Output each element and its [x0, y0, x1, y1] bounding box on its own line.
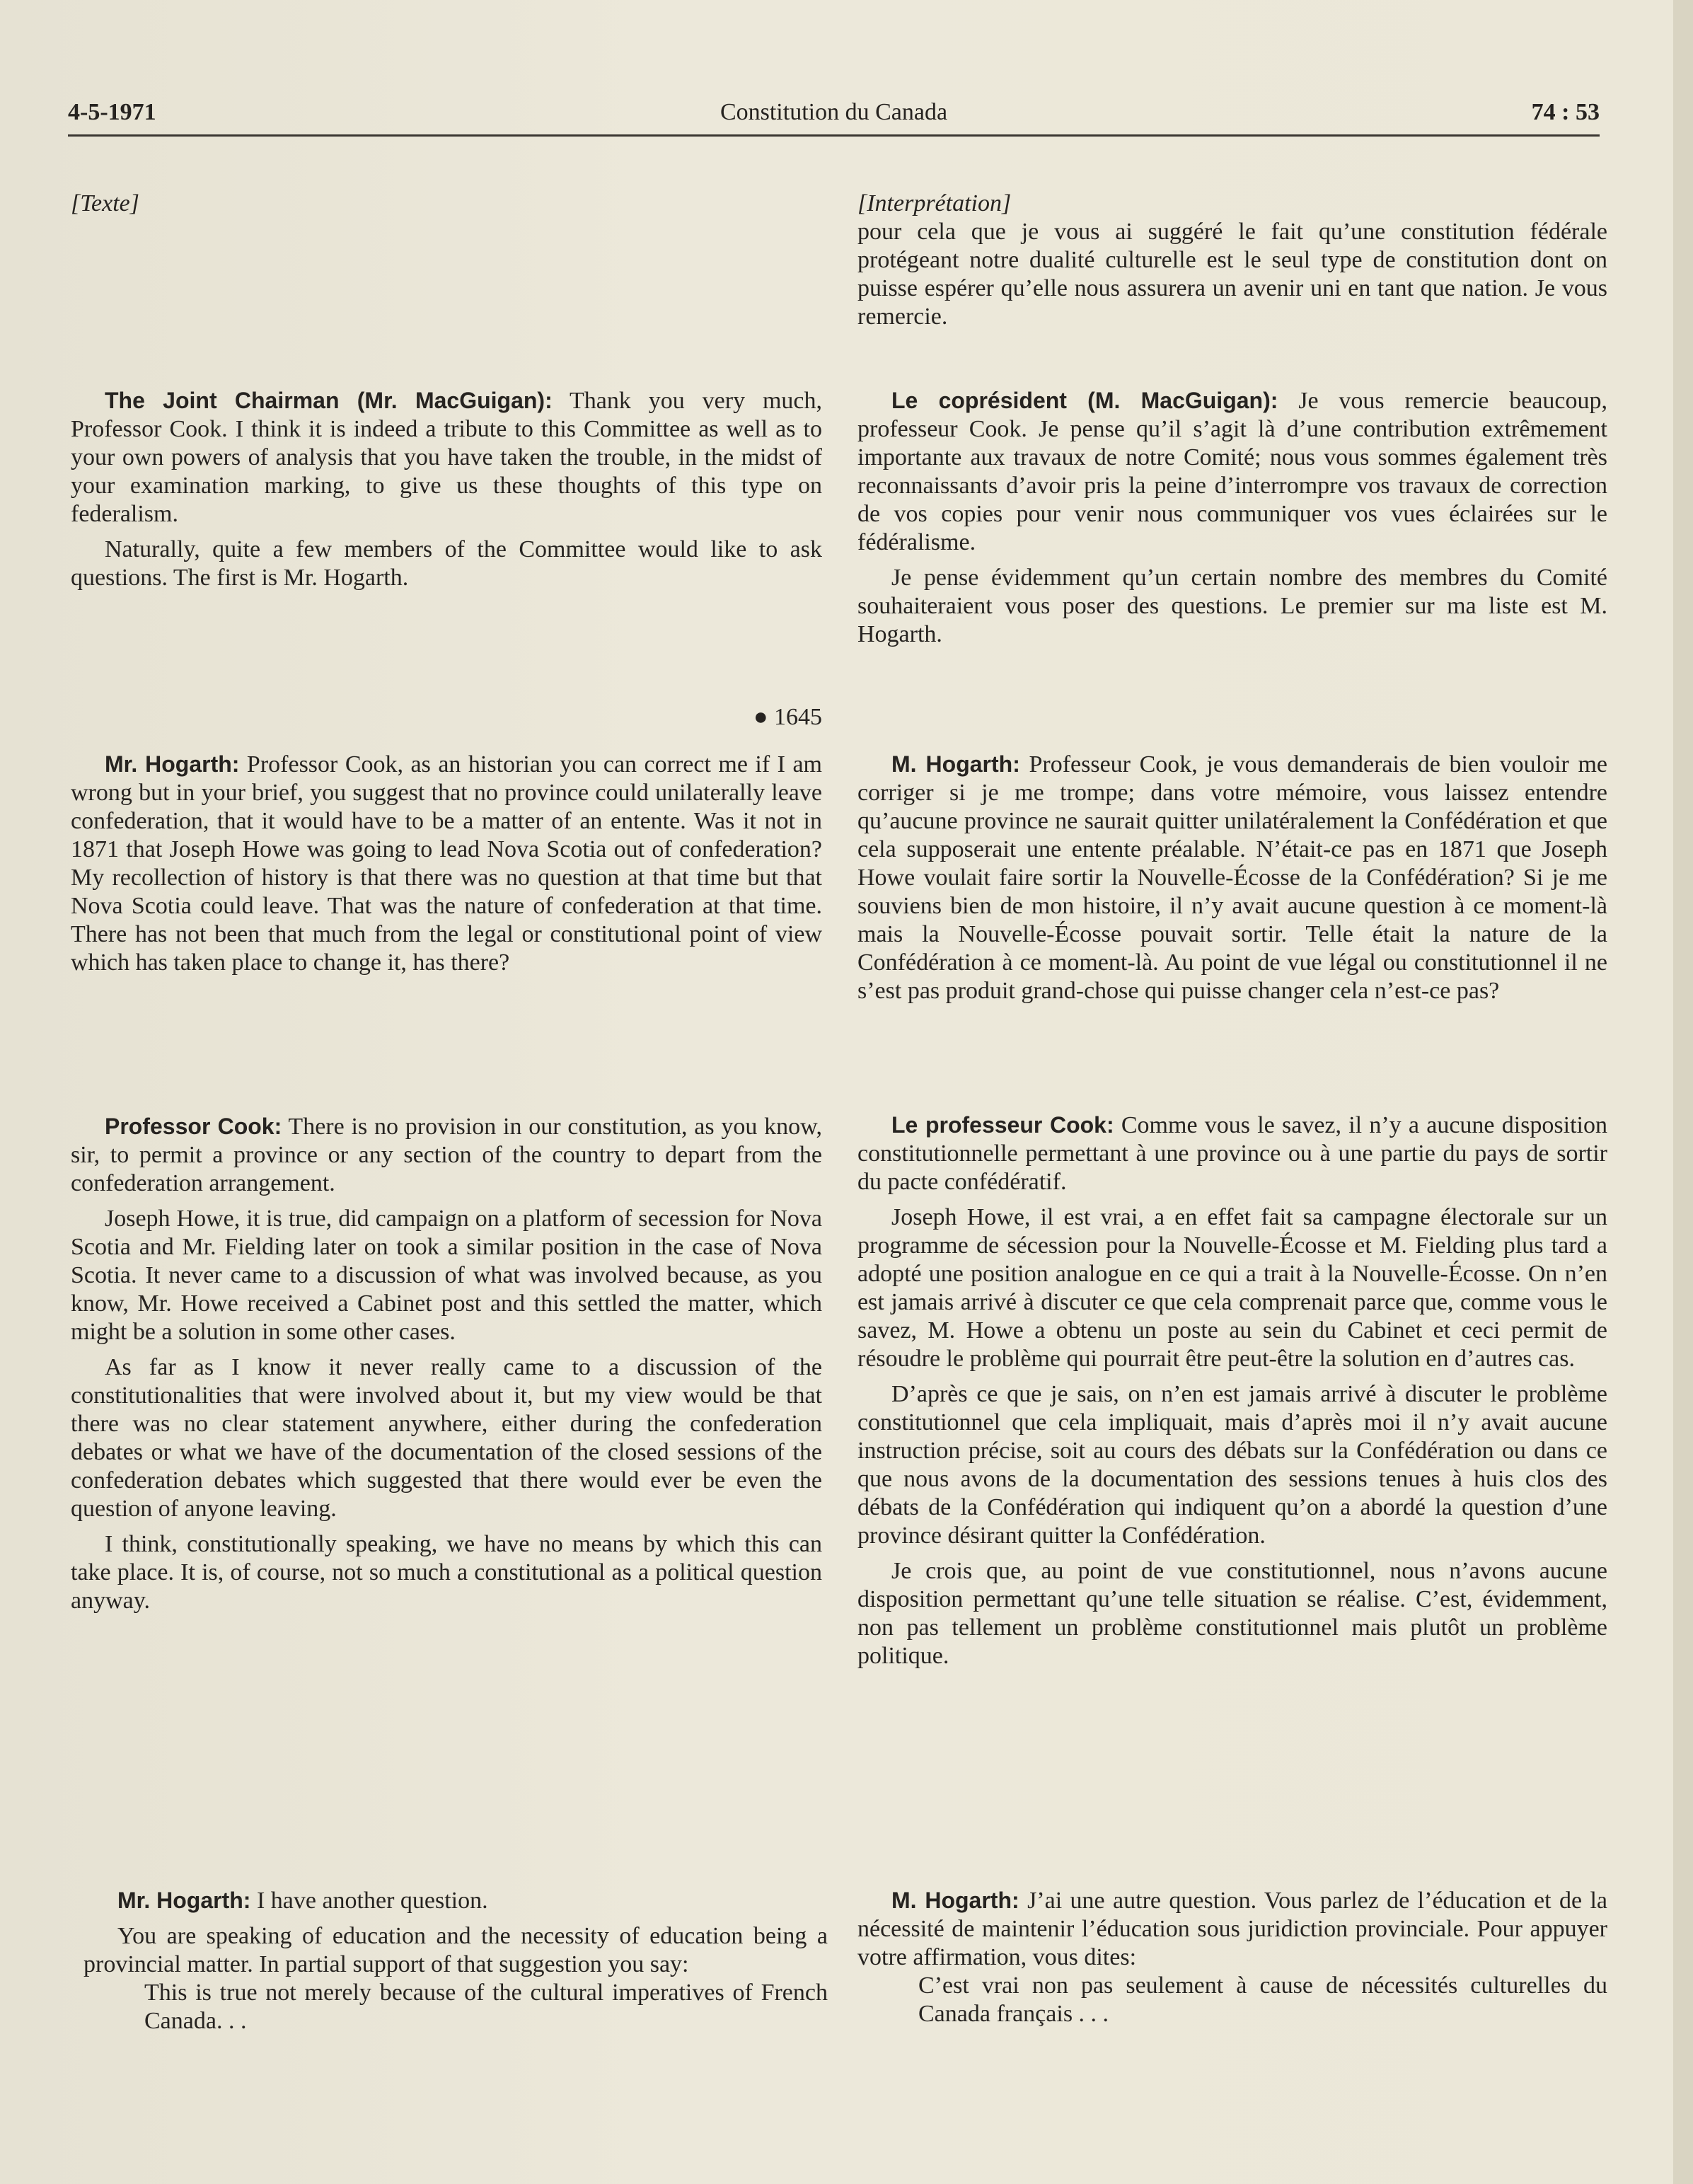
- speaker-name: Professor Cook:: [105, 1114, 282, 1139]
- header-title: Constitution du Canada: [720, 99, 948, 125]
- speech-text: Comme vous le savez, il n’y a aucune disposition constitutionnelle permettant à une province ou à une partie du pays de sortir du pacte confédératif.: [857, 1112, 1607, 1195]
- speech-text: Professeur Cook, je vous demanderais de bien vouloir me corriger si je me trompe; dans votre mémoire, vous laissez entendre qu’aucune province ne saurait quitter unilatéralement la Confédération et que cela supposerait une entente préalable. N’était-ce pas en 1871 que Joseph Howe voulait faire sortir la Nouvelle-Écosse de la Confédération? Si je me souviens bien de mon histoire, il n’y avait aucune question à ce moment-là mais la Nouvelle-Écosse pouvait sortir. Telle était la nature de la Confédération à ce moment-là. Au point de vue légal ou constitutionnel il ne s’est pas produit grand-chose qui puisse changer cela n’est-ce pas?: [857, 751, 1607, 1004]
- speech-paragraph: You are speaking of education and the necessity of education being a provincial matter. In partial support of that suggestion you say:: [83, 1923, 828, 1977]
- speech-text: Je vous remercie beaucoup, professeur Cook. Je pense qu’il s’agit là d’une contribution extrêmement importante aux travaux de notre Comité; nous vous sommes également très reconnaissants d’avoir pris la peine d’interrompre vos travaux de correction de vos copies pour venir nous communiquer vos vues éclairées sur le fédéralisme.: [857, 388, 1607, 555]
- header-date: 4-5-1971: [68, 99, 156, 125]
- hogarth-question-fr: [857, 750, 1607, 1005]
- chairman-statement-en: [71, 386, 822, 592]
- speech-text: I have another question.: [250, 1888, 488, 1914]
- speech-paragraph: I think, constitutionally speaking, we have no means by which this can take place. It is, of course, not so much a constitutional as a political question anyway.: [71, 1531, 822, 1614]
- hogarth-second-question-fr: [857, 1886, 1607, 2028]
- speech-text: There is no provision in our constitution, as you know, sir, to permit a province or any section of the country to depart from the confederation arrangement.: [71, 1114, 823, 1196]
- speech-paragraph: Je pense évidemment qu’un certain nombre des membres du Comité souhaiteraient vous poser des questions. Le premier sur ma liste est M. Hogarth.: [857, 565, 1607, 647]
- intro-fr: [857, 190, 1607, 331]
- chairman-statement-fr: [857, 386, 1607, 649]
- header-rule: [68, 134, 1600, 137]
- speech-paragraph: Naturally, quite a few members of the Committee would like to ask questions. The first is Mr. Hogarth.: [71, 536, 822, 591]
- hogarth-second-question-en: [83, 1886, 828, 2035]
- speech-text: J’ai une autre question. Vous parlez de l’éducation et de la nécessité de maintenir l’éducation sous juridiction provinciale. Pour appuyer votre affirmation, vous dites:: [857, 1888, 1607, 1970]
- speaker-name: Mr. Hogarth:: [105, 751, 240, 777]
- speech-paragraph: Joseph Howe, il est vrai, a en effet fait sa campagne électorale sur un programme de sécession pour la Nouvelle-Écosse et M. Fielding plus tard a adopté une position analogue en ce qui a trait à la Nouvelle-Écosse. On n’en est jamais arrivé à discuter ce que cela comprenait parce que, comme vous le savez, M. Howe a obtenu un poste au sein du Cabinet et ceci permit de résoudre le problème qui pourrait être peut-être la solution en d’autres cas.: [857, 1204, 1607, 1372]
- speaker-name: M. Hogarth:: [891, 751, 1020, 777]
- left-language-label: [Texte]: [71, 190, 139, 216]
- speech-paragraph: As far as I know it never really came to a discussion of the constitutionalities that were involved about it, but my view would be that there was no clear statement anywhere, either during the confederation debates or what we have of the documentation of the closed sessions of the confederation debates which suggested that there would ever be even the question of anyone leaving.: [71, 1354, 822, 1522]
- cook-answer-fr: [857, 1111, 1607, 1670]
- block-quote: This is true not merely because of the cultural imperatives of French Canada. . .: [144, 1980, 828, 2034]
- speech-text: Thank you very much, Professor Cook. I think it is indeed a tribute to this Committee as well as to your own powers of analysis that you have taken the trouble, in the midst of your examination marking, to give us these thoughts of this type on federalism.: [71, 388, 822, 527]
- block-quote: C’est vrai non pas seulement à cause de nécessités culturelles du Canada français . . .: [918, 1972, 1607, 2027]
- speech-paragraph: Je crois que, au point de vue constitutionnel, nous n’avons aucune disposition permettant qu’une telle situation se réalise. C’est, évidemment, non pas tellement un problème constitutionnel mais plutôt un problème politique.: [857, 1558, 1607, 1669]
- speaker-name: Le professeur Cook:: [891, 1112, 1114, 1138]
- hogarth-question-en: [71, 750, 822, 977]
- speech-paragraph: D’après ce que je sais, on n’en est jamais arrivé à discuter le problème constitutionnel que cela impliquait, mais d’après moi il n’y avait aucune instruction précise, soit au cours des débats sur la Confédération ou dans ce que nous avons de la documentation des sessions tenues à huis clos des débats de la Confédération qui indiquent qu’on a abordé la question d’une province désirant quitter la Confédération.: [857, 1381, 1607, 1549]
- speaker-name: Mr. Hogarth:: [117, 1888, 251, 1913]
- speech-paragraph: Joseph Howe, it is true, did campaign on a platform of secession for Nova Scotia and Mr. Fielding later on took a similar position in the case of Nova Scotia. It never came to a discussion of what was involved because, as you know, Mr. Howe received a Cabinet post and this settled the matter, which might be a solution in some other cases.: [71, 1206, 822, 1345]
- speaker-name: Le coprésident (M. MacGuigan):: [891, 388, 1278, 413]
- page-edge: [1673, 0, 1693, 2184]
- speech-text: Professor Cook, as an historian you can correct me if I am wrong but in your brief, you suggest that no province could unilaterally leave confederation, that it would have to be a matter of an entente. Was it not in 1871 that Joseph Howe was going to lead Nova Scotia out of confederation? My recollection of history is that there was no question at that time but that Nova Scotia could leave. That was the nature of confederation at that time. There has not been that much from the legal or constitutional point of view which has taken place to change it, has there?: [71, 751, 823, 976]
- speaker-name: M. Hogarth:: [891, 1888, 1019, 1913]
- running-header: [68, 99, 1600, 133]
- timestamp: ● 1645: [753, 704, 822, 730]
- speaker-name: The Joint Chairman (Mr. MacGuigan):: [105, 388, 553, 413]
- header-page-number: 74 : 53: [1531, 99, 1600, 125]
- cook-answer-en: [71, 1112, 822, 1615]
- right-language-label: [Interprétation]: [857, 190, 1012, 216]
- speech-paragraph: pour cela que je vous ai suggéré le fait qu’une constitution fédérale protégeant notre dualité culturelle est le seul type de constitution dont on puisse espérer qu’elle nous assurera un avenir uni en tant que nation. Je vous remercie.: [857, 219, 1607, 330]
